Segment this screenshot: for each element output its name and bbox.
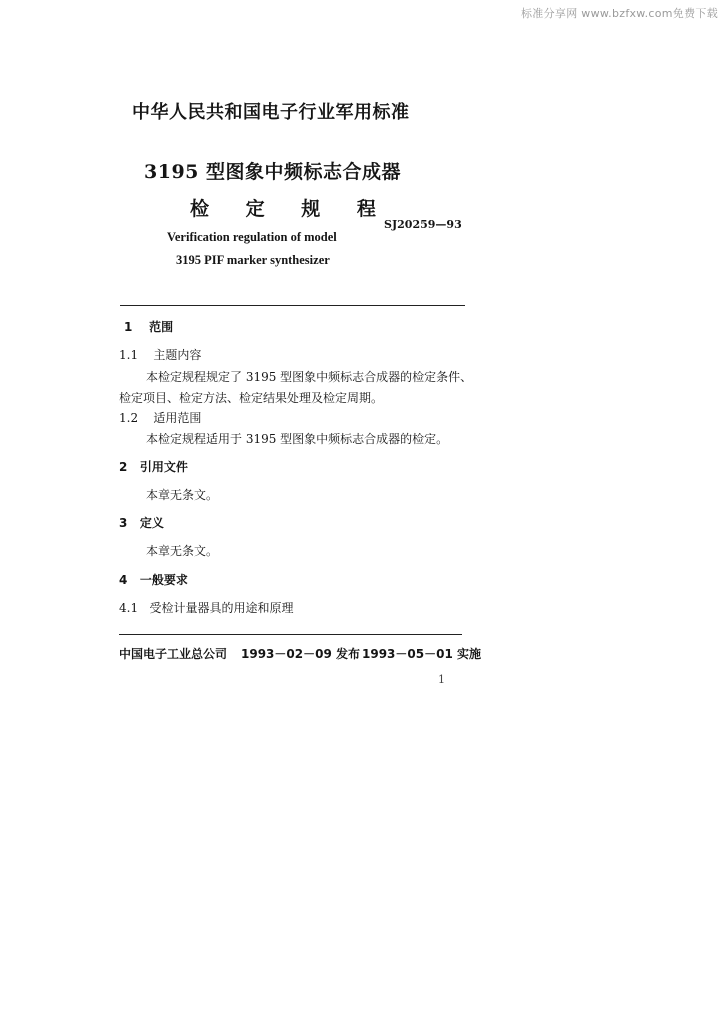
section-3-heading bbox=[119, 514, 164, 531]
section-number: 1 bbox=[124, 320, 133, 334]
effective-date: 1993－05－01 实施 bbox=[362, 647, 481, 661]
section-number: 1.1 bbox=[119, 348, 139, 362]
section-title: 范围 bbox=[149, 320, 174, 334]
section-number: 1.2 bbox=[119, 411, 139, 425]
section-1-2-heading bbox=[119, 409, 201, 426]
section-number: 2 bbox=[119, 460, 128, 474]
section-1-1-heading bbox=[119, 346, 201, 363]
paragraph-line: 本检定规程规定了 3195 型图象中频标志合成器的检定条件、 bbox=[146, 370, 473, 384]
section-title: 一般要求 bbox=[139, 573, 188, 587]
section-title: 定义 bbox=[139, 516, 164, 530]
document-subtitle: 检 定 规 程 bbox=[190, 198, 391, 220]
english-title-line1: Verification regulation of model bbox=[167, 230, 337, 244]
section-title: 主题内容 bbox=[153, 348, 202, 362]
english-title-line2: 3195 PIF marker synthesizer bbox=[176, 253, 330, 267]
issue-date: 1993－02－09 发布 bbox=[241, 647, 360, 661]
section-title: 适用范围 bbox=[153, 411, 202, 425]
paragraph-line: 本章无条文。 bbox=[146, 488, 219, 502]
section-number: 4 bbox=[119, 573, 128, 587]
watermark-text: 标准分享网 www.bzfxw.com免费下载 bbox=[521, 7, 718, 20]
page-number: 1 bbox=[438, 673, 445, 686]
standard-type: 中华人民共和国电子行业军用标准 bbox=[132, 102, 410, 123]
paragraph-line: 本章无条文。 bbox=[146, 544, 219, 558]
section-4-heading bbox=[119, 571, 188, 588]
issuer: 中国电子工业总公司 bbox=[119, 647, 228, 661]
section-number: 4.1 bbox=[119, 601, 139, 615]
section-4-1-heading bbox=[119, 599, 294, 616]
section-2-heading bbox=[119, 458, 188, 475]
document-title: 3195 型图象中频标志合成器 bbox=[144, 161, 401, 183]
header-divider bbox=[120, 305, 465, 306]
footer-divider bbox=[119, 634, 462, 635]
section-number: 3 bbox=[119, 516, 128, 530]
section-1-heading bbox=[124, 318, 173, 335]
paragraph-line: 检定项目、检定方法、检定结果处理及检定周期。 bbox=[119, 391, 384, 405]
standard-number: SJ20259—93 bbox=[384, 218, 462, 231]
section-title: 引用文件 bbox=[139, 460, 188, 474]
paragraph-line: 本检定规程适用于 3195 型图象中频标志合成器的检定。 bbox=[146, 432, 449, 446]
section-title: 受检计量器具的用途和原理 bbox=[149, 601, 294, 615]
